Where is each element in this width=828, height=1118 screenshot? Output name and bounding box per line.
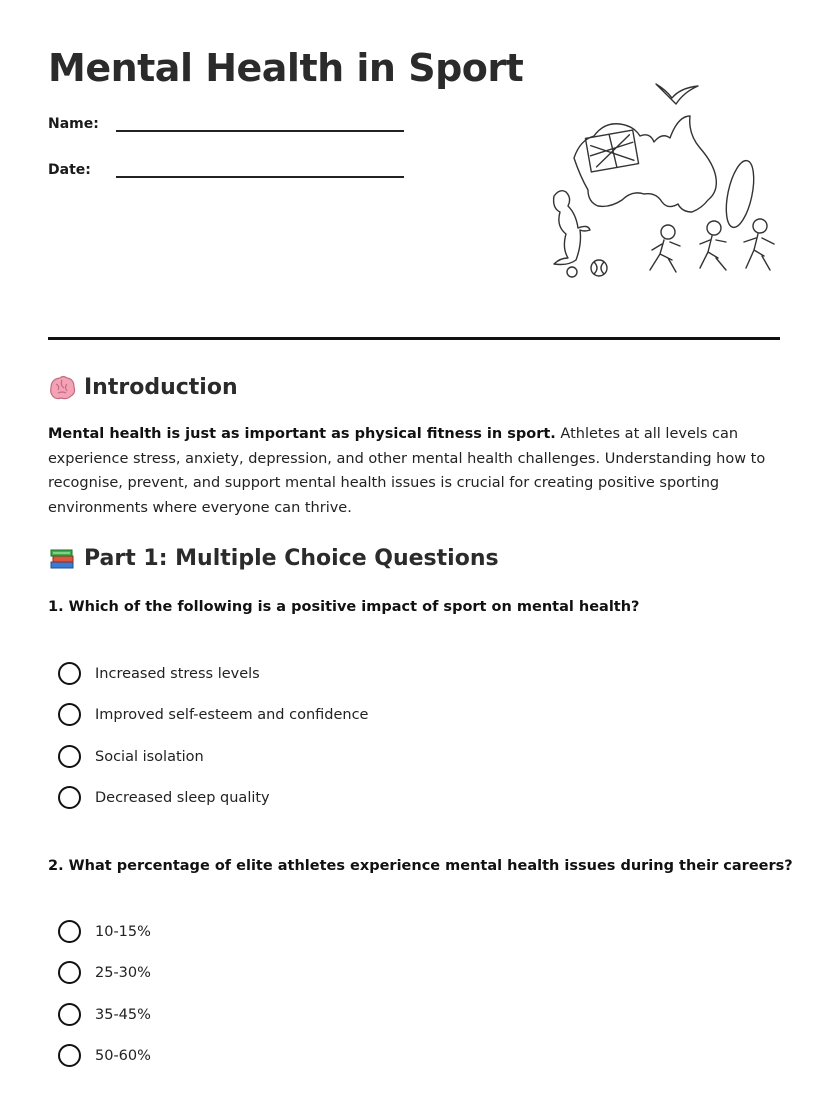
question-2-option-2[interactable] xyxy=(58,961,151,984)
australia-map-icon xyxy=(574,116,716,212)
radio-button[interactable] xyxy=(58,745,81,768)
running-children-icon xyxy=(650,219,774,272)
option-label: Social isolation xyxy=(95,748,204,765)
name-label: Name: xyxy=(48,116,99,132)
radio-button[interactable] xyxy=(58,920,81,943)
question-1-option-4[interactable] xyxy=(58,786,270,809)
question-2-option-4[interactable] xyxy=(58,1044,151,1067)
section-divider xyxy=(48,337,780,340)
question-1: 1. Which of the following is a positive impact of sport on mental health? xyxy=(48,599,640,615)
date-input-line[interactable] xyxy=(116,162,404,178)
part1-heading xyxy=(48,545,499,571)
brain-emoji-icon xyxy=(48,374,76,400)
ball-icon xyxy=(591,260,607,276)
question-1-option-1[interactable] xyxy=(58,662,260,685)
intro-heading-text: Introduction xyxy=(84,374,238,400)
option-label: Improved self-esteem and confidence xyxy=(95,706,369,723)
question-2-option-1[interactable] xyxy=(58,920,151,943)
name-input-line[interactable] xyxy=(116,116,404,132)
part1-heading-text: Part 1: Multiple Choice Questions xyxy=(84,545,499,571)
question-1-option-3[interactable] xyxy=(58,745,204,768)
radio-button[interactable] xyxy=(58,662,81,685)
radio-button[interactable] xyxy=(58,1003,81,1026)
australia-sport-illustration xyxy=(514,76,784,286)
radio-button[interactable] xyxy=(58,961,81,984)
option-label: Increased stress levels xyxy=(95,665,260,682)
intro-body-text: Athletes at all levels can experience stress, anxiety, depression, and other mental health challenges. Understanding how to recognise, prevent, and support mental health issues is crucial for creating positive sporting environments where everyone can thrive. xyxy=(48,426,766,516)
radio-button[interactable] xyxy=(58,786,81,809)
question-2-option-3[interactable] xyxy=(58,1003,151,1026)
option-label: Decreased sleep quality xyxy=(95,789,270,806)
kangaroo-icon xyxy=(554,191,590,277)
option-label: 10-15% xyxy=(95,923,151,940)
question-2: 2. What percentage of elite athletes experience mental health issues during their careers? xyxy=(48,858,793,874)
books-emoji-icon xyxy=(48,545,76,571)
radio-button[interactable] xyxy=(58,703,81,726)
flag-icon xyxy=(585,130,638,172)
radio-button[interactable] xyxy=(58,1044,81,1067)
name-field xyxy=(48,116,404,132)
surfboard-icon xyxy=(721,158,759,230)
bird-icon xyxy=(656,84,698,104)
option-label: 25-30% xyxy=(95,964,151,981)
intro-heading xyxy=(48,374,238,400)
question-1-option-2[interactable] xyxy=(58,703,368,726)
option-label: 35-45% xyxy=(95,1006,151,1023)
date-label: Date: xyxy=(48,162,91,178)
option-label: 50-60% xyxy=(95,1047,151,1064)
page-title: Mental Health in Sport xyxy=(48,46,524,90)
intro-paragraph xyxy=(48,422,783,520)
intro-bold-text: Mental health is just as important as physical fitness in sport. xyxy=(48,426,556,442)
date-field xyxy=(48,162,404,178)
